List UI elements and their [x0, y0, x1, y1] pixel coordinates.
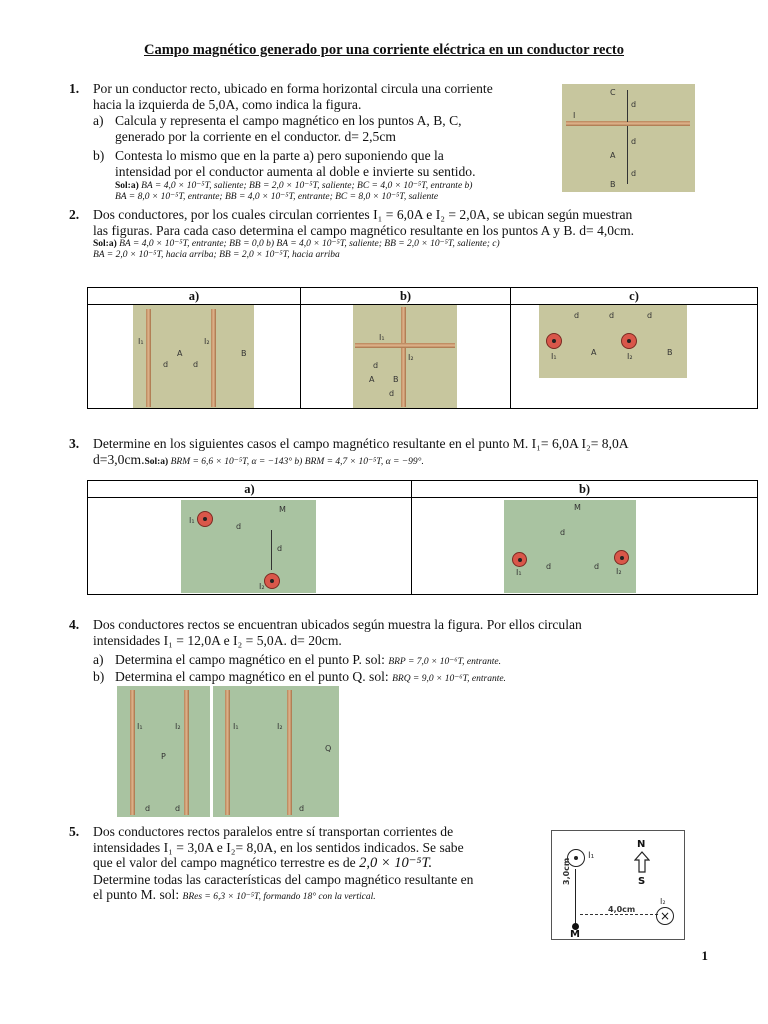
problem-5-number: 5. — [69, 824, 80, 839]
current-in-icon: × — [656, 907, 674, 925]
table-header: b) — [301, 288, 511, 305]
problem-1-text: Por un conductor recto, ubicado en forma horizontal circula una corriente hacia la izquierda de 5,0A, como indica la figura. — [93, 81, 493, 112]
table-header: b) — [412, 481, 758, 498]
problem-5-text: Dos conductores rectos paralelos entre sí transportan corrientes de intensidades I₁ = 3,0A e I₂= 8,0A, en los sentidos indicados. Se sabe que el valor del campo magnético terrestre es de 2,0 × 10⁻⁵T. Determine todas las características del campo magnético resultante en el punto M. sol: BRes = 6,3 × 10⁻⁵T, formando 18° con la vertical. — [93, 824, 474, 902]
problem-4-number: 4. — [69, 617, 80, 632]
problem-1b-text: Contesta lo mismo que en la parte a) pero suponiendo que la intensidad por el conductor aumenta al doble e invierte su sentido. — [115, 148, 476, 179]
problem-1-solution: Sol:a) BA = 4,0 × 10⁻⁵T, saliente; BB = 2,0 × 10⁻⁵T, saliente; BC = 4,0 × 10⁻⁵T, entrante b) BA = 8,0 × 10⁻⁵T, entrante; BB = 4,0 × 10⁻⁵T, entrante; BC = 8,0 × 10⁻⁵T, saliente — [115, 181, 473, 202]
problem-4-text: Dos conductores rectos se encuentran ubicados según muestra la figura. Por ellos circulan intensidades I₁ = 12,0A e I₂ = 5,0A. d= 20cm. — [93, 617, 582, 648]
figure-4b-photo: I₁ I₂ Q d — [213, 686, 339, 817]
problem-4a-text: Determina el campo magnético en el punto P. sol: BRP = 7,0 × 10⁻⁶T, entrante. — [115, 652, 501, 667]
figure-5: I₁ 3,0cm M 4,0cm × I₂ N S — [551, 830, 685, 940]
problem-2-figure-table — [87, 287, 758, 409]
figure-2b-photo: I₁ I₂ A B d d — [353, 305, 457, 408]
figure-2a-photo: I₁ I₂ A B d d — [133, 305, 254, 408]
item-label: b) — [93, 669, 105, 684]
figure-4a-photo: I₁ I₂ P d d — [117, 686, 210, 817]
problem-1a-text: Calcula y representa el campo magnético en los puntos A, B, C, generado por la corriente en el conductor. d= 2,5cm — [115, 113, 462, 144]
problem-4b-text: Determina el campo magnético en el punto Q. sol: BRQ = 9,0 × 10⁻⁶T, entrante. — [115, 669, 506, 684]
table-header: a) — [88, 481, 412, 498]
page-number: 1 — [701, 948, 708, 963]
table-header: c) — [511, 288, 758, 305]
figure-1-photo: I C A B d d d — [562, 84, 695, 192]
problem-2-text: Dos conductores, por los cuales circulan corrientes I₁ = 6,0A e I₂ = 2,0A, se ubican según muestran las figuras. Para cada caso determina el campo magnético resultante en los puntos A y B. d= 4,0cm. — [93, 207, 635, 238]
problem-3-figure-table — [87, 480, 758, 595]
problem-2-solution: Sol:a) BA = 4,0 × 10⁻⁵T, entrante; BB = 0,0 b) BA = 4,0 × 10⁻⁵T, saliente; BB = 2,0 × 10⁻⁵T, saliente; c) BA = 2,0 × 10⁻⁵T, hacia arriba; BB = 2,0 × 10⁻⁵T, hacia arriba — [93, 239, 500, 260]
figure-3a-photo: M I₁ I₂ d d — [181, 500, 316, 593]
problem-3-text: Determine en los siguientes casos el campo magnético resultante en el punto M. I₁= 6,0A I₂= 8,0A d=3,0cm.Sol:a) BRM = 6,6 × 10⁻⁵T, α = −143° b) BRM = 4,7 × 10⁻⁵T, α = −99°. — [93, 436, 629, 467]
problem-1-number: 1. — [69, 81, 80, 96]
figure-3b-photo: M I₁ I₂ d d d — [504, 500, 636, 593]
problem-2-number: 2. — [69, 207, 80, 222]
item-label: b) — [93, 148, 105, 163]
table-header: a) — [88, 288, 301, 305]
item-label: a) — [93, 113, 104, 128]
figure-2c-photo: d d d I₁ I₂ A B — [539, 305, 687, 378]
north-arrow-icon — [634, 851, 650, 873]
problem-3-number: 3. — [69, 436, 80, 451]
page-title: Campo magnético generado por una corriente eléctrica en un conductor recto — [143, 42, 625, 58]
item-label: a) — [93, 652, 104, 667]
